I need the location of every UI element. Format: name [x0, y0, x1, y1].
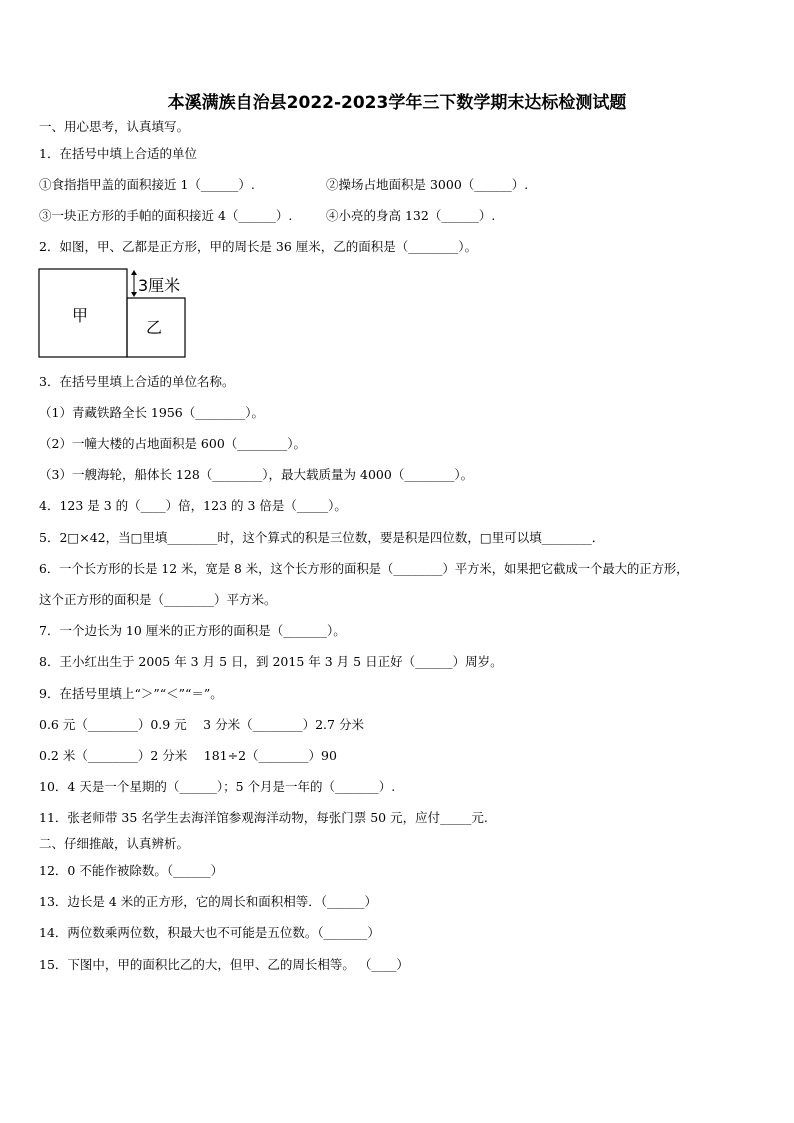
question-1-part-a: ①食指指甲盖的面积接近 1（______）.: [39, 177, 255, 192]
question-9-row-1: 0.6 元（________）0.9 元 3 分米（________）2.7 分米: [39, 717, 364, 732]
question-3-part-3: （3）一艘海轮，船体长 128（________），最大载质量为 4000（________）。: [39, 467, 474, 482]
question-1-part-d: ④小亮的身高 132（______）.: [326, 208, 496, 223]
question-15: 15．下图中，甲的面积比乙的大，但甲、乙的周长相等。 （____）: [39, 957, 409, 972]
question-7: 7．一个边长为 10 厘米的正方形的面积是（_______）。: [39, 623, 346, 638]
question-4: 4．123 是 3 的（____）倍，123 的 3 倍是（_____）。: [39, 498, 347, 513]
dimension-arrow-down: [131, 292, 137, 297]
question-14: 14．两位数乘两位数，积最大也不可能是五位数。（_______）: [39, 925, 380, 940]
question-9-stem: 9．在括号里填上“＞”“＜”“＝”。: [39, 686, 223, 701]
question-13: 13．边长是 4 米的正方形，它的周长和面积相等．（______）: [39, 894, 378, 909]
page-title: 本溪满族自治县2022-2023学年三下数学期末达标检测试题: [167, 93, 627, 113]
question-1-part-b: ②操场占地面积是 3000（______）.: [326, 177, 529, 192]
label-jia: 甲: [72, 306, 89, 325]
section-heading-1: 一、用心思考，认真填写。: [39, 119, 190, 134]
question-10: 10．4 天是一个星期的（______）；5 个月是一年的（_______）.: [39, 779, 396, 794]
question-6-line-2: 这个正方形的面积是（________）平方米。: [39, 592, 277, 607]
question-8: 8．王小红出生于 2005 年 3 月 5 日，到 2015 年 3 月 5 日正好（______）周岁。: [39, 654, 503, 669]
question-1-stem: 1．在括号中填上合适的单位: [39, 146, 197, 161]
section-heading-2: 二、仔细推敲，认真辨析。: [39, 836, 190, 851]
question-9-row-2: 0.2 米（________）2 分米 181÷2（________）90: [39, 748, 337, 763]
question-1-part-c: ③一块正方形的手帕的面积接近 4（______）.: [39, 208, 293, 223]
question-3-stem: 3．在括号里填上合适的单位名称。: [39, 374, 235, 389]
dimension-arrow-up: [131, 270, 137, 275]
question-2-stem: 2．如图，甲、乙都是正方形，甲的周长是 36 厘米，乙的面积是（________）。: [39, 239, 478, 254]
question-6-line-1: 6．一个长方形的长是 12 米，宽是 8 米，这个长方形的面积是（________）平方米，如果把它截成一个最大的正方形，: [39, 562, 689, 576]
squares-diagram: [38, 268, 188, 360]
question-11: 11．张老师带 35 名学生去海洋馆参观海洋动物，每张门票 50 元，应付_____元.: [39, 810, 488, 825]
question-12: 12．0 不能作被除数。（______）: [39, 863, 224, 878]
label-yi: 乙: [146, 318, 163, 337]
question-3-part-2: （2）一幢大楼的占地面积是 600（________）。: [39, 436, 307, 451]
dimension-label: 3厘米: [138, 276, 181, 295]
question-3-part-1: （1）青藏铁路全长 1956（________）。: [39, 405, 264, 420]
question-5: 5．2□×42，当□里填________时，这个算式的积是三位数，要是积是四位数，□里可以填________．: [39, 530, 605, 545]
